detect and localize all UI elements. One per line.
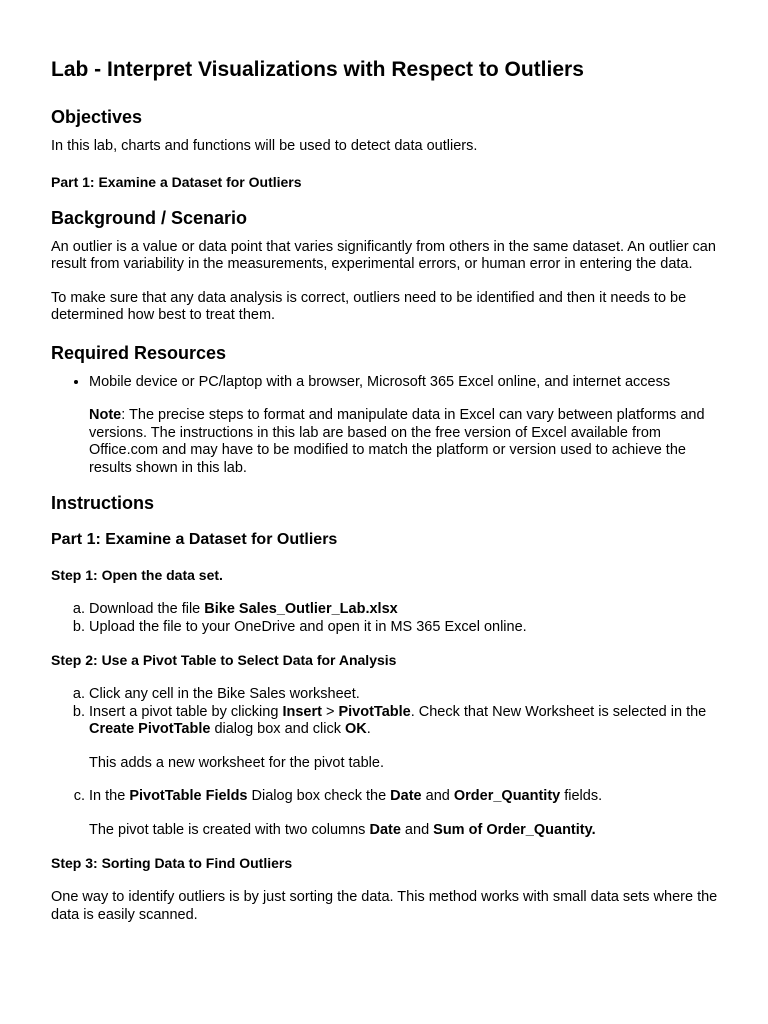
step2-b-text-5: . bbox=[366, 721, 371, 737]
date-column-label: Date bbox=[369, 821, 401, 838]
step2-c-text-3: and bbox=[421, 788, 454, 804]
objectives-heading: Objectives bbox=[51, 107, 143, 127]
pivottable-fields-label: PivotTable Fields bbox=[129, 788, 248, 804]
note-label: Note bbox=[89, 407, 122, 423]
step2-c-text-2: Dialog box check the bbox=[247, 788, 391, 804]
step2-item-a: a. Click any cell in the Bike Sales worksheet. bbox=[89, 686, 718, 704]
instructions-heading: Instructions bbox=[51, 493, 155, 513]
resources-heading: Required Resources bbox=[51, 342, 227, 363]
create-pivottable-label: Create PivotTable bbox=[89, 721, 211, 737]
pivottable-label: PivotTable bbox=[338, 703, 411, 720]
step2-b-text-4: dialog box and click bbox=[210, 721, 346, 737]
resources-list bbox=[51, 374, 718, 478]
step1-heading: Step 1: Open the data set. bbox=[51, 567, 223, 583]
sum-column-label: Sum of Order_Quantity. bbox=[433, 821, 596, 838]
step2-b-text-3: . Check that New Worksheet is selected in the bbox=[410, 703, 707, 720]
step2-c-note-text-1: The pivot table is created with two columns bbox=[89, 821, 370, 838]
step2-item-c bbox=[89, 788, 718, 839]
resources-item bbox=[89, 374, 718, 478]
step1-item-a bbox=[89, 601, 718, 619]
step2-list bbox=[51, 686, 718, 839]
resources-item-text: Mobile device or PC/laptop with a browser, Microsoft 365 Excel online, and internet access bbox=[89, 373, 671, 390]
document-title: Lab - Interpret Visualizations with Respect to Outliers bbox=[51, 58, 584, 81]
note-text: : The precise steps to format and manipulate data in Excel can vary between platforms and versions. The instructions in this lab are based on the free version of Excel available from Office.com and may have to be modified to match the platform or version used to achieve the results shown in this lab. bbox=[89, 407, 705, 476]
step2-heading: Step 2: Use a Pivot Table to Select Data for Analysis bbox=[51, 652, 397, 668]
step1-filename: Bike Sales_Outlier_Lab.xlsx bbox=[204, 601, 398, 617]
step3-heading: Step 3: Sorting Data to Find Outliers bbox=[51, 855, 293, 871]
part1-heading: Part 1: Examine a Dataset for Outliers bbox=[51, 531, 338, 548]
step2-item-b bbox=[89, 704, 718, 773]
background-paragraph-1: An outlier is a value or data point that varies significantly from others in the same dataset. An outlier can result from variability in the measurements, experimental errors, or human error in entering the data. bbox=[51, 238, 716, 272]
step3-text: One way to identify outliers is by just sorting the data. This method works with small data sets where the data is easily scanned. bbox=[51, 889, 718, 923]
step2-c-note bbox=[89, 822, 718, 840]
order-quantity-label: Order_Quantity bbox=[453, 788, 561, 804]
step2-b-text-2: > bbox=[321, 703, 339, 720]
step2-c-text-1: In the bbox=[89, 788, 130, 804]
objectives-part: Part 1: Examine a Dataset for Outliers bbox=[51, 173, 302, 190]
background-paragraph-2: To make sure that any data analysis is correct, outliers need to be identified and then it needs to be determined how best to treat them. bbox=[51, 289, 687, 323]
step1-a-text: Download the file bbox=[89, 601, 205, 617]
step2-c-text-4: fields. bbox=[560, 788, 603, 804]
step1-item-b: b. Upload the file to your OneDrive and open it in MS 365 Excel online. bbox=[89, 619, 718, 637]
step2-b-note: This adds a new worksheet for the pivot table. bbox=[89, 754, 384, 771]
resources-note bbox=[89, 407, 718, 477]
insert-label: Insert bbox=[282, 703, 322, 720]
background-heading: Background / Scenario bbox=[51, 207, 248, 228]
ok-label: OK bbox=[345, 721, 367, 737]
step1-list bbox=[51, 601, 718, 636]
step2-c-note-text-2: and bbox=[400, 821, 434, 838]
date-label: Date bbox=[390, 788, 422, 804]
objectives-text: In this lab, charts and functions will be used to detect data outliers. bbox=[51, 138, 478, 154]
step2-b-text-1: Insert a pivot table by clicking bbox=[89, 703, 283, 720]
